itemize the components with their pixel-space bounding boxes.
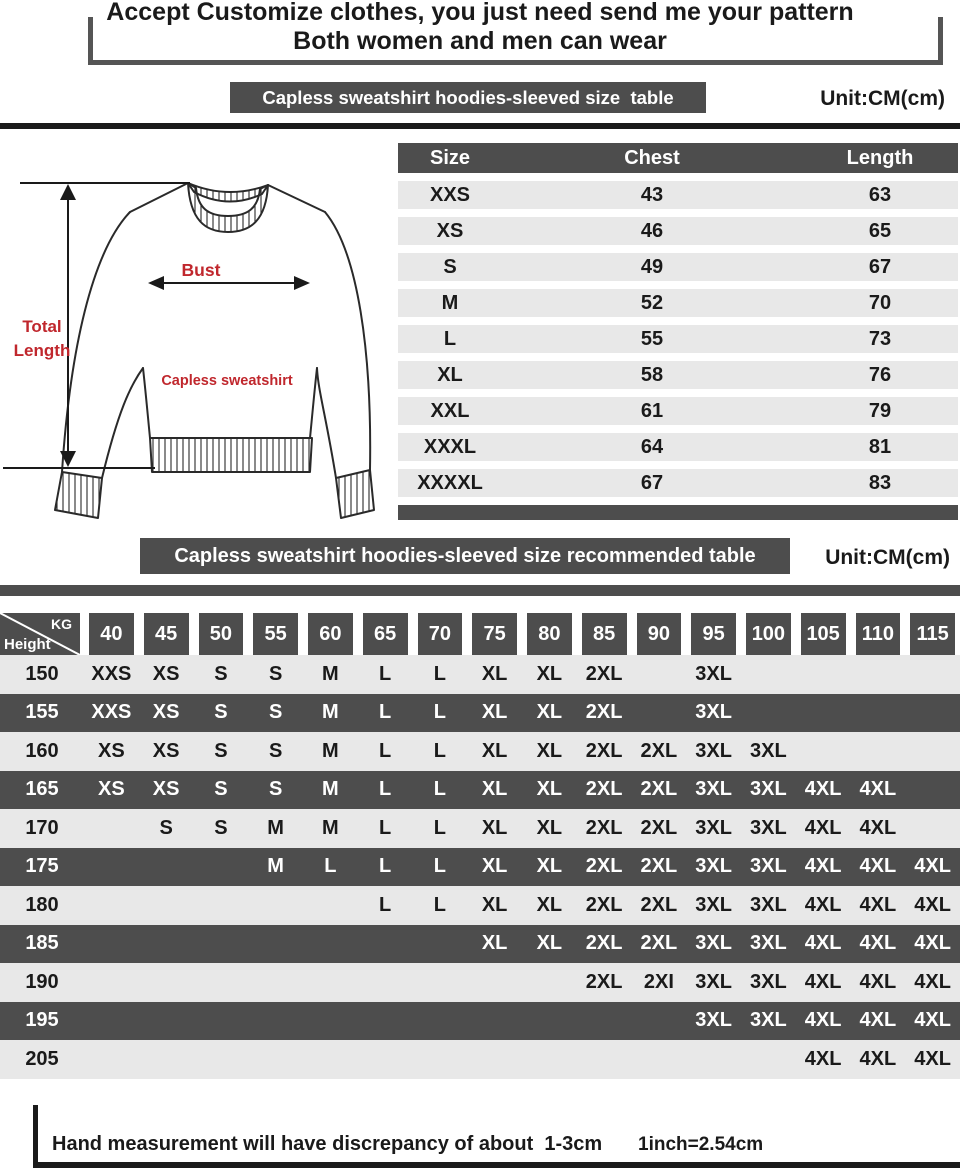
corner-height-label: Height [4, 636, 51, 653]
size-table-cell: XXXXL [417, 471, 483, 494]
size-table-cell: 73 [868, 327, 892, 350]
matrix-size-cell: 4XL [859, 970, 897, 993]
matrix-size-cell: S [214, 778, 228, 801]
matrix-size-cell: XL [536, 893, 563, 916]
matrix-size-cell: 3XL [750, 855, 787, 878]
matrix-weight-header: 45 [144, 613, 189, 655]
size-table-banner: Capless sweatshirt hoodies-sleeved size table [230, 82, 706, 113]
matrix-size-cell: 4XL [859, 855, 897, 878]
matrix-row [0, 694, 960, 733]
size-table-cell: 46 [640, 219, 664, 242]
matrix-size-cell: XL [481, 893, 508, 916]
footer-note: Hand measurement will have discrepancy of about 1-3cm [52, 1133, 603, 1155]
matrix-row [0, 732, 960, 771]
matrix-size-cell: 4XL [804, 778, 842, 801]
matrix-size-cell: S [268, 701, 283, 724]
matrix-size-cell: 3XL [750, 932, 787, 955]
size-table-cell: 49 [640, 255, 664, 278]
size-table-cell: 61 [640, 399, 664, 422]
matrix-weight-header: 75 [472, 613, 517, 655]
matrix-size-cell: XL [481, 739, 508, 762]
matrix-size-cell: 3XL [695, 701, 732, 724]
size-table-cell: 81 [868, 435, 892, 458]
size-table-cell: XXXL [423, 435, 477, 458]
matrix-size-cell: 4XL [859, 1047, 897, 1070]
size-table-column-header: Size [429, 146, 471, 169]
matrix-height-cell: 155 [25, 701, 59, 724]
matrix-height-cell: 170 [25, 816, 59, 839]
matrix-height-cell: 205 [25, 1047, 59, 1070]
footer-conversion: 1inch=2.54cm [638, 1134, 764, 1155]
recommended-size-matrix [0, 613, 960, 1079]
matrix-weight-header: 55 [253, 613, 298, 655]
matrix-size-cell: M [322, 739, 339, 762]
size-table-rows [398, 181, 958, 497]
matrix-row [0, 886, 960, 925]
divider-gray-bar [0, 585, 960, 596]
matrix-size-cell: 2XL [585, 778, 623, 801]
matrix-size-cell: XL [536, 739, 563, 762]
matrix-size-cell: XS [98, 739, 125, 762]
matrix-size-cell: 2XL [640, 778, 678, 801]
size-table-cell: 63 [868, 183, 892, 206]
matrix-size-cell: XS [152, 739, 180, 762]
size-table-cell: 65 [868, 219, 892, 242]
matrix-row [0, 771, 960, 810]
total-length-label-line1: Total [22, 317, 62, 336]
matrix-size-cell: XL [481, 816, 508, 839]
matrix-size-cell: 2XL [640, 932, 678, 955]
matrix-size-cell: 4XL [804, 970, 842, 993]
matrix-size-cell: 3XL [750, 970, 787, 993]
size-table-row [398, 253, 958, 281]
matrix-size-cell: XL [481, 932, 508, 955]
matrix-size-cell: 2XL [585, 932, 623, 955]
size-table-cell: 67 [640, 471, 664, 494]
footer-frame [33, 1105, 960, 1168]
matrix-size-cell: 2XL [585, 970, 623, 993]
matrix-row [0, 655, 960, 694]
matrix-size-cell: S [268, 778, 283, 801]
size-table-cell: 70 [868, 291, 892, 314]
matrix-weight-header: 115 [910, 613, 955, 655]
matrix-size-cell: 3XL [695, 662, 732, 685]
size-table [398, 143, 958, 520]
sweatshirt-diagram [0, 140, 400, 525]
matrix-size-cell: XL [536, 816, 563, 839]
size-table-row [398, 217, 958, 245]
matrix-row [0, 809, 960, 848]
matrix-size-cell: XS [152, 778, 180, 801]
matrix-size-cell: XL [536, 855, 563, 878]
size-table-cell: 83 [868, 471, 892, 494]
matrix-weight-header: 110 [856, 613, 901, 655]
matrix-size-cell: 4XL [804, 1009, 842, 1032]
matrix-size-cell: L [379, 701, 392, 724]
matrix-size-cell: XL [481, 701, 508, 724]
matrix-size-cell: 4XL [914, 1009, 951, 1032]
matrix-weight-header: 70 [418, 613, 463, 655]
matrix-size-cell: S [214, 739, 228, 762]
matrix-weight-header: 100 [746, 613, 791, 655]
size-table-row [398, 325, 958, 353]
matrix-size-cell: L [379, 855, 392, 878]
divider-black-line [0, 123, 960, 129]
matrix-size-cell: 2XL [585, 739, 623, 762]
matrix-size-cell: 3XL [750, 816, 787, 839]
matrix-weight-header: 80 [527, 613, 572, 655]
matrix-size-cell: XS [152, 701, 180, 724]
matrix-size-cell: 2XL [640, 893, 678, 916]
size-table-row [398, 289, 958, 317]
size-table-cell: 79 [868, 399, 892, 422]
size-table-cell: 55 [640, 327, 664, 350]
matrix-size-cell: XL [536, 778, 563, 801]
matrix-size-cell: 3XL [695, 739, 732, 762]
matrix-size-cell: 4XL [859, 1009, 897, 1032]
matrix-size-cell: 2XL [585, 816, 623, 839]
matrix-size-cell: L [379, 662, 392, 685]
matrix-size-cell: L [433, 701, 446, 724]
size-table-cell: L [443, 327, 457, 350]
matrix-size-cell: L [433, 778, 446, 801]
size-table-header [398, 143, 958, 173]
page-title-line2: Both women and men can wear [293, 27, 667, 55]
matrix-size-cell: 3XL [695, 855, 732, 878]
matrix-row [0, 848, 960, 887]
matrix-weight-header: 65 [363, 613, 408, 655]
matrix-size-cell: 4XL [859, 778, 897, 801]
matrix-size-cell: 3XL [695, 970, 732, 993]
matrix-weight-header: 85 [582, 613, 627, 655]
matrix-size-cell: 4XL [914, 855, 951, 878]
matrix-size-cell: XS [98, 778, 125, 801]
matrix-size-cell: 4XL [804, 855, 842, 878]
size-table-column-header: Length [846, 146, 914, 169]
matrix-size-cell: 4XL [804, 893, 842, 916]
matrix-size-cell: M [322, 778, 339, 801]
recommended-table-unit: Unit:CM(cm) [825, 546, 950, 569]
size-table-row [398, 361, 958, 389]
matrix-size-cell: XL [481, 855, 508, 878]
matrix-weight-header: 60 [308, 613, 353, 655]
corner-kg-label: KG [51, 616, 72, 632]
matrix-size-cell: L [379, 816, 392, 839]
matrix-size-cell: 3XL [750, 1009, 787, 1032]
size-table-row [398, 397, 958, 425]
matrix-weight-header: 105 [801, 613, 846, 655]
matrix-size-cell: 3XL [695, 816, 732, 839]
matrix-size-cell: 4XL [914, 893, 951, 916]
matrix-size-cell: L [433, 855, 446, 878]
size-table-row [398, 181, 958, 209]
matrix-size-cell: L [433, 893, 446, 916]
matrix-size-cell: 3XL [750, 893, 787, 916]
matrix-size-cell: XXS [91, 701, 132, 724]
matrix-size-cell: 2XI [643, 970, 674, 993]
matrix-size-cell: M [267, 816, 284, 839]
matrix-size-cell: 4XL [804, 1047, 842, 1070]
matrix-size-cell: 3XL [750, 778, 787, 801]
matrix-size-cell: S [214, 701, 228, 724]
matrix-row [0, 1040, 960, 1079]
matrix-size-cell: 4XL [914, 970, 951, 993]
matrix-rows [0, 655, 960, 1079]
matrix-size-cell: XXS [91, 662, 132, 685]
matrix-size-cell: 2XL [585, 855, 623, 878]
matrix-size-cell: M [322, 816, 339, 839]
matrix-height-cell: 150 [25, 662, 59, 685]
matrix-size-cell: 4XL [859, 816, 897, 839]
matrix-size-cell: 4XL [914, 932, 951, 955]
matrix-height-cell: 175 [25, 855, 59, 878]
matrix-size-cell: S [268, 739, 283, 762]
recommended-table-banner: Capless sweatshirt hoodies-sleeved size recommended table [140, 538, 790, 574]
size-table-column-header: Chest [624, 146, 680, 169]
size-table-cell: 52 [640, 291, 664, 314]
size-table-cell: 64 [640, 435, 664, 458]
matrix-size-cell: XL [536, 701, 563, 724]
matrix-size-cell: S [214, 662, 228, 685]
matrix-size-cell: L [433, 662, 446, 685]
matrix-height-cell: 165 [25, 778, 59, 801]
matrix-size-cell: L [379, 893, 392, 916]
matrix-size-cell: 4XL [804, 816, 842, 839]
matrix-size-cell: 2XL [585, 893, 623, 916]
matrix-size-cell: 2XL [585, 662, 623, 685]
matrix-row [0, 1002, 960, 1041]
size-table-cell: S [443, 255, 457, 278]
matrix-size-cell: 4XL [859, 932, 897, 955]
matrix-size-cell: L [379, 778, 392, 801]
matrix-height-cell: 185 [25, 932, 59, 955]
total-length-label-line2: Length [13, 341, 71, 360]
size-table-cell: 43 [640, 183, 664, 206]
matrix-height-cell: 160 [25, 739, 59, 762]
matrix-size-cell: 3XL [695, 932, 732, 955]
matrix-weight-header: 90 [637, 613, 682, 655]
matrix-size-cell: XL [536, 932, 563, 955]
matrix-size-cell: XS [152, 662, 180, 685]
matrix-weight-header: 40 [89, 613, 134, 655]
size-table-cell: XL [437, 363, 463, 386]
size-table-row [398, 433, 958, 461]
matrix-size-cell: 2XL [640, 739, 678, 762]
matrix-corner-cell [0, 613, 80, 655]
matrix-size-cell: M [322, 701, 339, 724]
size-table-unit: Unit:CM(cm) [820, 87, 945, 110]
matrix-size-cell: 3XL [695, 1009, 732, 1032]
size-table-cell: XS [436, 219, 464, 242]
matrix-size-cell: S [159, 816, 173, 839]
matrix-size-cell: 4XL [914, 1047, 951, 1070]
matrix-height-cell: 190 [25, 970, 59, 993]
matrix-weight-header: 50 [199, 613, 244, 655]
size-table-cell: XXL [430, 399, 470, 422]
matrix-size-cell: S [214, 816, 228, 839]
size-table-cell: 67 [868, 255, 892, 278]
matrix-size-cell: M [322, 662, 339, 685]
matrix-weight-header: 95 [691, 613, 736, 655]
matrix-size-cell: XL [481, 778, 508, 801]
matrix-height-cell: 180 [25, 893, 59, 916]
matrix-size-cell: L [324, 855, 337, 878]
size-table-cell: XXS [429, 183, 471, 206]
matrix-size-cell: 3XL [750, 739, 787, 762]
page-title-line1: Accept Customize clothes, you just need send me your pattern [106, 0, 854, 26]
matrix-size-cell: 2XL [585, 701, 623, 724]
matrix-size-cell: S [268, 662, 283, 685]
matrix-size-cell: 2XL [640, 855, 678, 878]
matrix-size-cell: M [267, 855, 284, 878]
matrix-size-cell: 2XL [640, 816, 678, 839]
matrix-header [0, 613, 960, 655]
matrix-size-cell: L [433, 816, 446, 839]
matrix-row [0, 925, 960, 964]
matrix-size-cell: L [433, 739, 446, 762]
matrix-size-cell: 3XL [695, 778, 732, 801]
bust-label: Bust [181, 260, 221, 280]
garment-label: Capless sweatshirt [161, 373, 293, 389]
size-table-cell: 58 [640, 363, 664, 386]
matrix-size-cell: 4XL [859, 893, 897, 916]
size-table-cell: M [441, 291, 459, 314]
matrix-height-cell: 195 [25, 1009, 59, 1032]
size-table-row [398, 469, 958, 497]
size-table-footer-bar [398, 505, 958, 520]
matrix-size-cell: L [379, 739, 392, 762]
matrix-size-cell: 3XL [695, 893, 732, 916]
matrix-size-cell: XL [536, 662, 563, 685]
matrix-row [0, 963, 960, 1002]
size-table-cell: 76 [868, 363, 892, 386]
matrix-size-cell: XL [481, 662, 508, 685]
matrix-size-cell: 4XL [804, 932, 842, 955]
